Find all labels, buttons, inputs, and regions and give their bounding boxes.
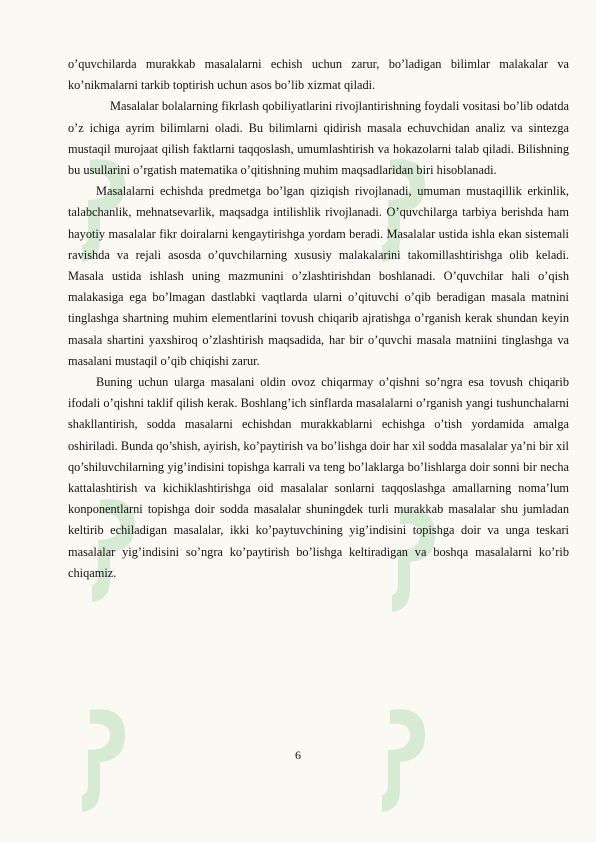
body-text <box>68 54 569 584</box>
paragraph: o’quvchilarda murakkab masalalarni echish uchun zarur, bo’ladigan bilimlar malakalar va ko’nikmalarni tarkib toptirish uchun asos bo’lib xizmat qiladi. <box>68 57 569 93</box>
paragraph: Masalalar bolalarning fikrlash qobiliyatlarini rivojlantirishning foydali vositasi bo’lib odatda o’z ichiga ayrim bilimlarni oladi. Bu bilimlarni qidirish masala echuvchidan analiz va sintezga mustaqil murojaat qilish faktlarni taqqoslash, umumlashtirish va hokazolarni talab qiladi. Bilishning bu usullarini o’rgatish matematika o’qitishning muhim maqsadlaridan biri hisoblanadi. <box>68 99 569 178</box>
page-number: 6 <box>295 748 301 762</box>
paragraph: Buning uchun ularga masalani oldin ovoz chiqarmay o’qishni so’ngra esa tovush chiqarib ifodali o’qishni taklif qilish kerak. Boshlang’ich sinflarda masalalarni o’rganish yangi tushunchalarni shakllantirish, sodda masalarni echishdan murakkablarni echishga o’tish yordamida amalga oshiriladi. Bunda qo’shish, ayirish, ko’paytirish va bo’lishga doir har xil sodda masalalar ya’ni bir xil qo’shiluvchilarning yig’indisini topishga karrali va teng bo’laklarga bo’lishlarga doir sonni bir necha kattalashtirish va kichiklashtirishga oid masalalar sonlarni taqqoslashga amallarning noma’lum konponentlarni topishga doir sodda masalalar shuningdek turli murakkab masalalar shu jumladan keltirib echiladigan masalalar, ikki ko’paytuvchining yig’indisini topishga doir va unga teskari masalalar yig’indisini so’ngra ko’paytirish bo’lishga keltiradigan va boshqa masalalarni ko’rib chiqamiz. <box>68 375 569 580</box>
paragraph: Masalalarni echishda predmetga bo’lgan qiziqish rivojlanadi, umuman mustaqillik erkinlik, talabchanlik, mehnatsevarlik, maqsadga intilishlik rivojlanadi. O’quvchilarga tarbiya berishda ham hayotiy masalalar fikr doiralarni kengaytirishga yordam beradi. Masalalar ustida ishla ekan sistemali ravishda va rejali asosda o’quvchilarning xususiy malakalarini takomillashtirishga olib keladi. Masala ustida ishlash uning mazmunini o’zlashtirishdan boshlanadi. O’quvchilar hali o’qish malakasiga ega bo’lmagan dastlabki vaqtlarda ularni o’qituvchi o’qib beradigan masala matnini tinglashga shartning muhim elementlarini tovush chiqarib ajratishga o’rganish kerak shundan keyin masala shartini yaxshiroq o’zlashtirish maqsadida, har bir o’quvchi masala matniini tinglashga va masalani mustaqil o’qib chiqishi zarur. <box>68 184 569 368</box>
